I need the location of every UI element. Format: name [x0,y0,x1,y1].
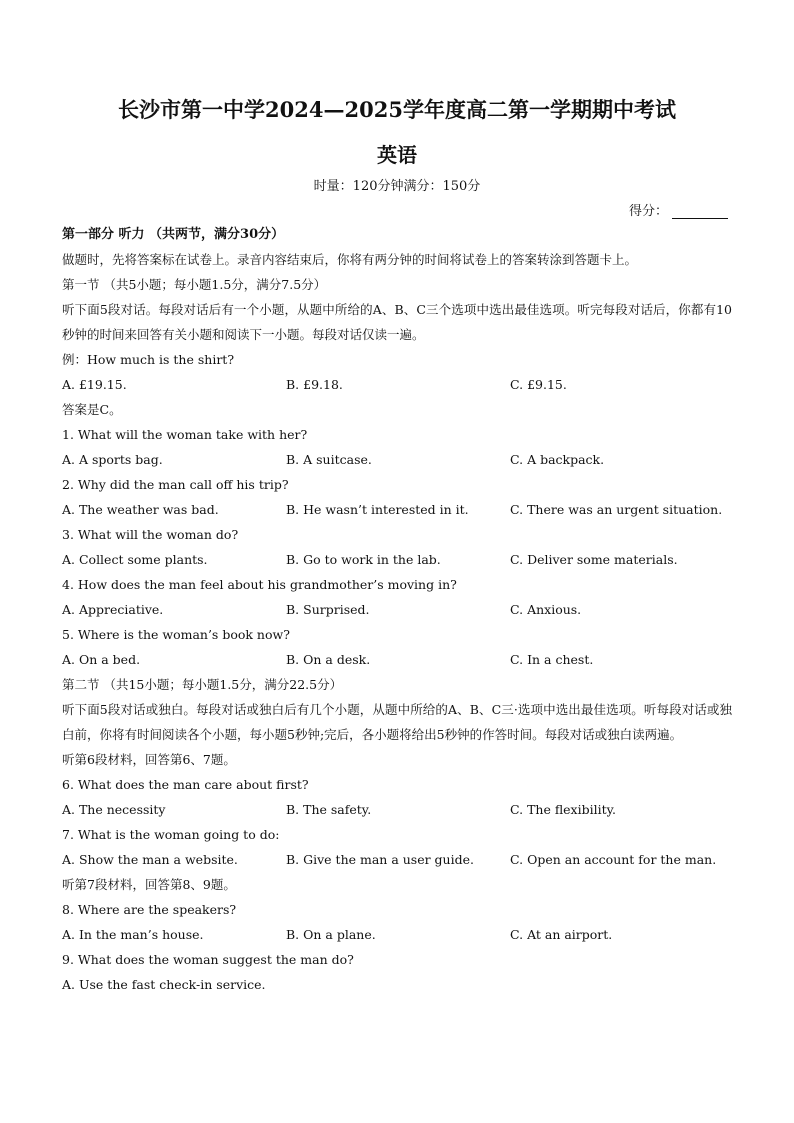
option-b: B. On a plane. [286,927,376,942]
option-c: C. In a chest. [510,652,594,667]
question-2: 2. Why did the man call off his trip? [62,477,289,492]
option-a: A. On a bed. [62,652,141,667]
score-blank [672,204,728,219]
subject-title: 英语 [377,143,417,167]
option-c: C. There was an urgent situation. [510,502,723,517]
question-8: 8. Where are the speakers? [62,902,237,917]
question-3: 3. What will the woman do? [62,527,239,542]
score-label: 得分： [628,204,668,219]
option-a: A. £19.15. [62,377,127,392]
option-b: B. Go to work in the lab. [286,552,441,567]
question-4-options [62,597,732,622]
option-a: A. Collect some plants. [62,552,208,567]
part1-instructions: 做题时，先将答案标在试卷上。录音内容结束后，你将有两分钟的时间将试卷上的答案转涂到答题卡上。 [62,252,638,267]
question-3-options [62,547,732,572]
question-6-options [62,797,732,822]
question-9-options [62,972,732,997]
question-1-options [62,447,732,472]
option-a: A. Use the fast check-in service. [62,977,266,992]
score-field [629,200,728,219]
option-b: B. He wasn’t interested in it. [286,502,469,517]
section2-heading: 第二节 （共15小题；每小题1.5分，满分22.5分） [62,677,343,692]
option-c: C. The flexibility. [510,802,616,817]
option-b: B. Give the man a user guide. [286,852,474,867]
section2-instructions: 听下面5段对话或独白。每段对话或独白后有几个小题，从题中所给的A、B、C三·选项中选出最佳选项。听每段对话或独白前，你将有时间阅读各个小题，每小题5秒钟;完后，各小题将给出5秒钟的作答时间。每段对话或独白读两遍。 [62,702,732,742]
option-a: A. The necessity [62,802,166,817]
option-c: C. Anxious. [510,602,582,617]
option-c: C. At an airport. [510,927,613,942]
option-c: C. £9.15. [510,377,567,392]
question-5-options [62,647,732,672]
group-6-7-label: 听第6段材料，回答第6、7题。 [62,752,236,767]
option-b: B. £9.18. [286,377,343,392]
exam-meta: 时量：120分钟满分：150分 [313,179,481,194]
question-7-options [62,847,732,872]
question-9: 9. What does the woman suggest the man do? [62,952,354,967]
part1-heading: 第一部分 听力 （共两节，满分30分） [62,227,285,242]
exam-content [62,222,732,997]
example-answer: 答案是C。 [62,402,122,417]
option-a: A. A sports bag. [62,452,163,467]
question-2-options [62,497,732,522]
option-a: A. Appreciative. [62,602,164,617]
option-c: C. A backpack. [510,452,605,467]
option-a: A. Show the man a website. [62,852,238,867]
option-c: C. Deliver some materials. [510,552,678,567]
question-6: 6. What does the man care about first? [62,777,309,792]
section1-heading: 第一节 （共5小题；每小题1.5分，满分7.5分） [62,277,327,292]
section1-instructions: 听下面5段对话。每段对话后有一个小题，从题中所给的A、B、C三个选项中选出最佳选项。听完每段对话后，你都有10秒钟的时间来回答有关小题和阅读下一小题。每段对话仅读一遍。 [62,302,732,342]
option-b: B. Surprised. [286,602,370,617]
example-options [62,372,732,397]
example-question: 例：How much is the shirt? [62,352,235,367]
question-7: 7. What is the woman going to do: [62,827,280,842]
option-b: B. On a desk. [286,652,371,667]
question-8-options [62,922,732,947]
option-a: A. In the man’s house. [62,927,204,942]
option-a: A. The weather was bad. [62,502,219,517]
question-4: 4. How does the man feel about his grandmother’s moving in? [62,577,457,592]
option-b: B. A suitcase. [286,452,372,467]
question-5: 5. Where is the woman’s book now? [62,627,290,642]
question-1: 1. What will the woman take with her? [62,427,308,442]
group-8-9-label: 听第7段材料，回答第8、9题。 [62,877,236,892]
option-b: B. The safety. [286,802,372,817]
option-c: C. Open an account for the man. [510,852,717,867]
exam-title: 长沙市第一中学2024—2025学年度高二第一学期期中考试 [118,97,676,122]
